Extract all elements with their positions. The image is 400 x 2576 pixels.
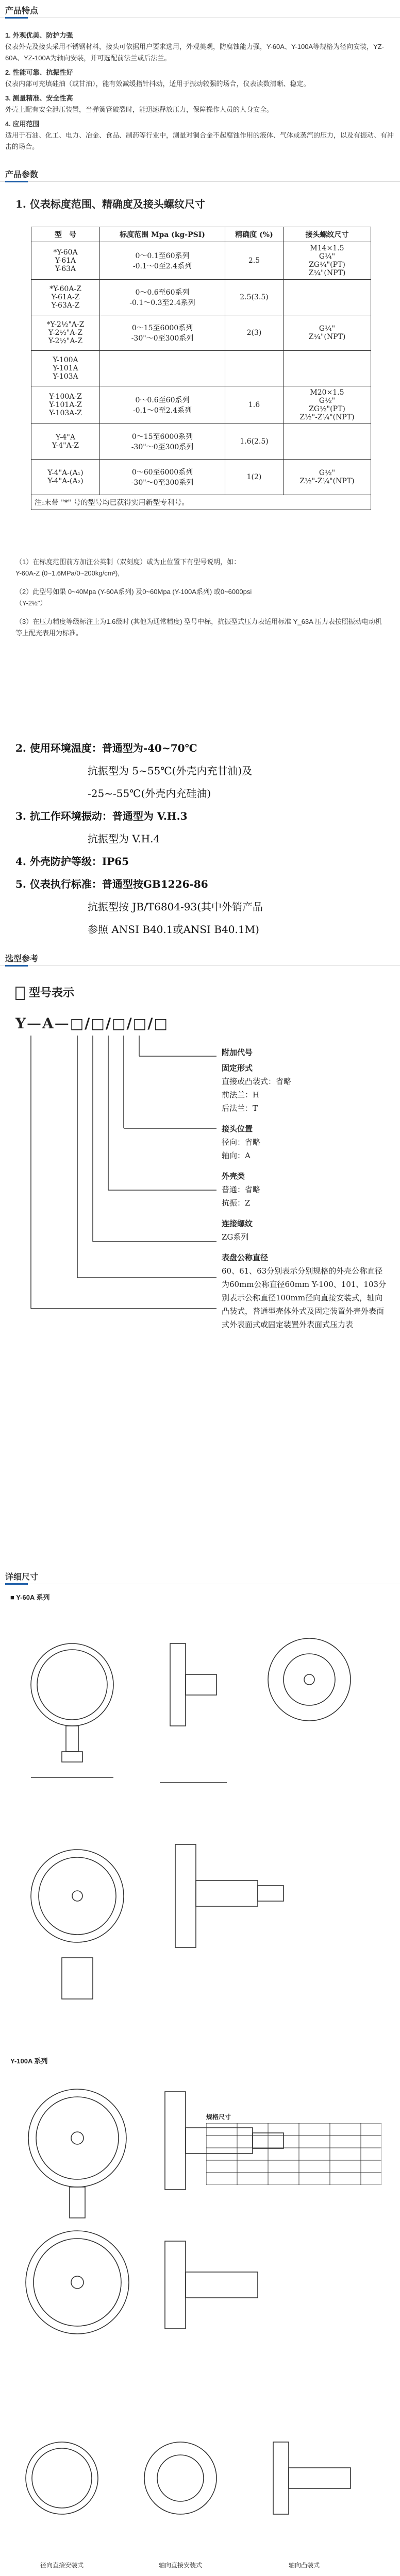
note-line: （2）此型号如果 0~40Mpa (Y-60A系列) 及0~60Mpa (Y-100A系列) 或0~6000psi xyxy=(15,588,252,596)
spec-cell-thread: M20×1.5 G½" ZG½"(PT) Z½"-Z¼"(NPT) xyxy=(284,386,371,424)
y100-series-label: Y-100A 系列 xyxy=(10,2057,48,2065)
params-heading: 1. 仪表标度范围、精确度及接头螺纹尺寸 xyxy=(15,198,205,210)
th-accuracy: 精确度 (%) xyxy=(225,227,284,242)
size-table-grid xyxy=(206,2123,381,2185)
spec-cell-acc: 1(2) xyxy=(225,460,284,495)
feature-heading: 4. 应用范围 xyxy=(5,120,40,128)
spec-row xyxy=(31,386,371,424)
spec-row xyxy=(31,280,371,315)
note-line: （3）在压力精度等级标注上为1.6级时 (其他为通常精度) 型号中标，抗振型式压力表适用标准 Y_63A 压力表按照振动电动机等上配充表用为标准。 xyxy=(15,618,382,637)
spec-cell-range: 0～15至6000系列 -30"～0至300系列 xyxy=(100,424,225,460)
size-table xyxy=(206,2112,381,2188)
legend-item: ZG系列 xyxy=(222,1232,249,1242)
spec-row xyxy=(31,424,371,460)
feature-text: 适用于石油、化工、电力、冶金、食品、制药等行业中，测量对铜合金不起腐蚀作用的液体、气体或蒸汽的压力，以及有振动、有冲击的场合。 xyxy=(5,131,394,150)
model-code-diagram xyxy=(10,979,392,1535)
y60-drawing-row2 xyxy=(21,1824,381,2020)
model-section-header xyxy=(0,948,400,966)
legend-item: 外壳类 xyxy=(222,1172,245,1181)
spec-cell-model: Y-4"A Y-4"A-Z xyxy=(31,424,100,460)
note-line: Y-60A-Z (0~1.6MPa/0~200kg/cm²), xyxy=(15,569,120,577)
legend-item: 固定形式 xyxy=(222,1063,253,1073)
th-range: 标度范围 Mpa (kg-PSI) xyxy=(100,227,225,242)
params-title: 产品参数 xyxy=(5,171,39,179)
section-underline xyxy=(5,965,28,967)
spec-cell-acc: 1.6 xyxy=(225,386,284,424)
model-title: 选型参考 xyxy=(5,955,39,963)
spec-cell-model: *Y-60A-Z Y-61A-Z Y-63A-Z xyxy=(31,280,100,315)
spec-cell-thread xyxy=(284,280,371,315)
drawing-caption: 轴向凸装式 xyxy=(288,2562,320,2569)
feature-heading: 3. 测量精准、安全性高 xyxy=(5,94,73,102)
th-thread: 接头螺纹尺寸 xyxy=(284,227,371,242)
spec-row xyxy=(31,242,371,280)
legend-item: 普通：省略 xyxy=(222,1185,261,1194)
spec-footnote: 注:末带 "*" 号的型号均已获得实用新型专利号。 xyxy=(31,495,371,510)
model-heading: 型号表示 xyxy=(15,984,74,1000)
spec-row xyxy=(31,351,371,386)
env-line: -25~-55℃(外壳内充硅油) xyxy=(88,787,211,800)
feature-heading: 2. 性能可靠、抗振性好 xyxy=(5,69,73,76)
spec-cell-model: *Y-60A Y-61A Y-63A xyxy=(31,242,100,280)
features-body xyxy=(5,27,395,152)
legend-item: 后法兰：T xyxy=(222,1104,258,1113)
legend-item: 前法兰：H xyxy=(222,1090,260,1099)
spec-cell-thread: M14×1.5 G¼" ZG¼"(PT) Z¼"(NPT) xyxy=(284,242,371,280)
spec-row xyxy=(31,460,371,495)
legend-item: 轴向：A xyxy=(222,1151,251,1160)
std-title: 5. 仪表执行标准：普通型按GB1226-86 xyxy=(15,878,208,890)
drawing-caption: 轴向直接安装式 xyxy=(158,2562,202,2569)
feature-text: 仪表外壳及接头采用不锈钢材料，接头可依据用户要求选用，外观美观，防腐蚀能力强，Y-60A、Y-100A等规格为径向安装，YZ-60A、YZ-100A为轴向安装，并可选配前法兰或后法兰。 xyxy=(5,43,385,62)
legend-item: 附加代号 xyxy=(222,1048,253,1057)
feature-text: 外壳上配有安全泄压装置，当弹簧管破裂时，能迅速释放压力，保障操作人员的人身安全。 xyxy=(5,106,274,113)
spec-cell-range xyxy=(100,351,225,386)
drawing-section-header xyxy=(0,1566,400,1584)
feature-heading: 1. 外观优美、防护力强 xyxy=(5,31,73,39)
spec-cell-thread xyxy=(284,351,371,386)
th-model: 型 号 xyxy=(31,227,100,242)
spec-cell-model: Y-4"A-(A₁) Y-4"A-(A₂) xyxy=(31,460,100,495)
env-line: 抗振型为 5~55℃(外壳内充甘油)及 xyxy=(88,765,253,777)
spec-cell-model: Y-100A-Z Y-101A-Z Y-103A-Z xyxy=(31,386,100,424)
heading-box-icon xyxy=(15,987,25,1000)
model-code-legend xyxy=(222,1046,387,1331)
protection-line: 4. 外壳防护等级：IP65 xyxy=(15,855,129,868)
spec-cell-range: 0～60至6000系列 -30"～0至300系列 xyxy=(100,460,225,495)
spec-cell-model: Y-100A Y-101A Y-103A xyxy=(31,351,100,386)
legend-item: 抗振：Z xyxy=(222,1198,251,1208)
spec-cell-range: 0～15至6000系列 -30"～0至300系列 xyxy=(100,315,225,351)
work-line: 抗振型为 V.H.4 xyxy=(88,833,160,845)
spec-cell-range: 0～0.6至60系列 -0.1～0.3至2.4系列 xyxy=(100,280,225,315)
spec-cell-model: *Y-2½"A-Z Y-2½"A-Z Y-2½"A-Z xyxy=(31,315,100,351)
spec-row xyxy=(31,315,371,351)
work-title: 3. 抗工作环境振动：普通型为 V.H.3 xyxy=(15,810,188,822)
legend-item: 表盘公称直径 xyxy=(222,1253,269,1262)
note-line: （Y-2½"） xyxy=(15,599,47,607)
std-line: 参照 ANSI B40.1或ANSI B40.1M) xyxy=(88,923,259,936)
drawing-caption: 径向直接安装式 xyxy=(40,2562,84,2569)
legend-item: 60、61、63分别表示分别规格的外壳公称直径为60mm公称直径60mm Y-100、101、103分别表示公称直径100mm径向直接安装式，轴向凸装式，普通型壳体外式及固定装置外壳外表面式外表面式或固定装置外表面式压力表 xyxy=(222,1266,387,1329)
size-table-title: 规格尺寸 xyxy=(206,2113,231,2121)
section-underline xyxy=(5,181,28,182)
section-underline xyxy=(5,1583,28,1585)
features-title: 产品特点 xyxy=(5,7,39,15)
drawing-title: 详细尺寸 xyxy=(5,1573,39,1582)
spec-table xyxy=(31,227,371,510)
env-specs xyxy=(15,737,387,941)
y60-series-label: ■ Y-60A 系列 xyxy=(10,1594,50,1601)
legend-item: 接头位置 xyxy=(222,1124,253,1133)
section-underline xyxy=(5,17,28,19)
spec-cell-acc: 2.5 xyxy=(225,242,284,280)
feature-text: 仪表内部可充填硅油（或甘油），能有效减缓指针抖动，适用于振动较强的场合，仪表读数清晰、稳定。 xyxy=(5,80,310,88)
params-notes xyxy=(15,556,387,639)
mounting-drawings xyxy=(15,2421,387,2555)
y60-drawing-row1 xyxy=(21,1613,381,1798)
legend-item: 径向：省略 xyxy=(222,1138,261,1147)
env-title: 2. 使用环境温度：普通型为-40~70℃ xyxy=(15,742,197,754)
spec-cell-thread: G½" Z½"-Z¼"(NPT) xyxy=(284,460,371,495)
spec-cell-thread xyxy=(284,424,371,460)
spec-cell-range: 0～0.6至60系列 -0.1～0至2.4系列 xyxy=(100,386,225,424)
legend-item: 连接螺纹 xyxy=(222,1219,253,1228)
std-line: 抗振型按 JB/T6804-93(其中外销产品 xyxy=(88,901,263,913)
spec-cell-thread: G¼" Z¼"(NPT) xyxy=(284,315,371,351)
spec-cell-acc xyxy=(225,351,284,386)
spec-cell-range: 0～0.1至60系列 -0.1～0至2.4系列 xyxy=(100,242,225,280)
spec-cell-acc: 2.5(3.5) xyxy=(225,280,284,315)
params-section-header xyxy=(0,164,400,182)
model-code: Y—A—□/□/□/□/□ xyxy=(15,1015,169,1032)
spec-cell-acc: 2(3) xyxy=(225,315,284,351)
features-section-header xyxy=(0,0,400,18)
legend-item: 直接或凸装式：省略 xyxy=(222,1077,292,1086)
note-line: （1）在标度范围前方加注公英制（双刻度）或为止位置下有型号说明，如： xyxy=(15,558,241,566)
spec-cell-acc: 1.6(2.5) xyxy=(225,424,284,460)
